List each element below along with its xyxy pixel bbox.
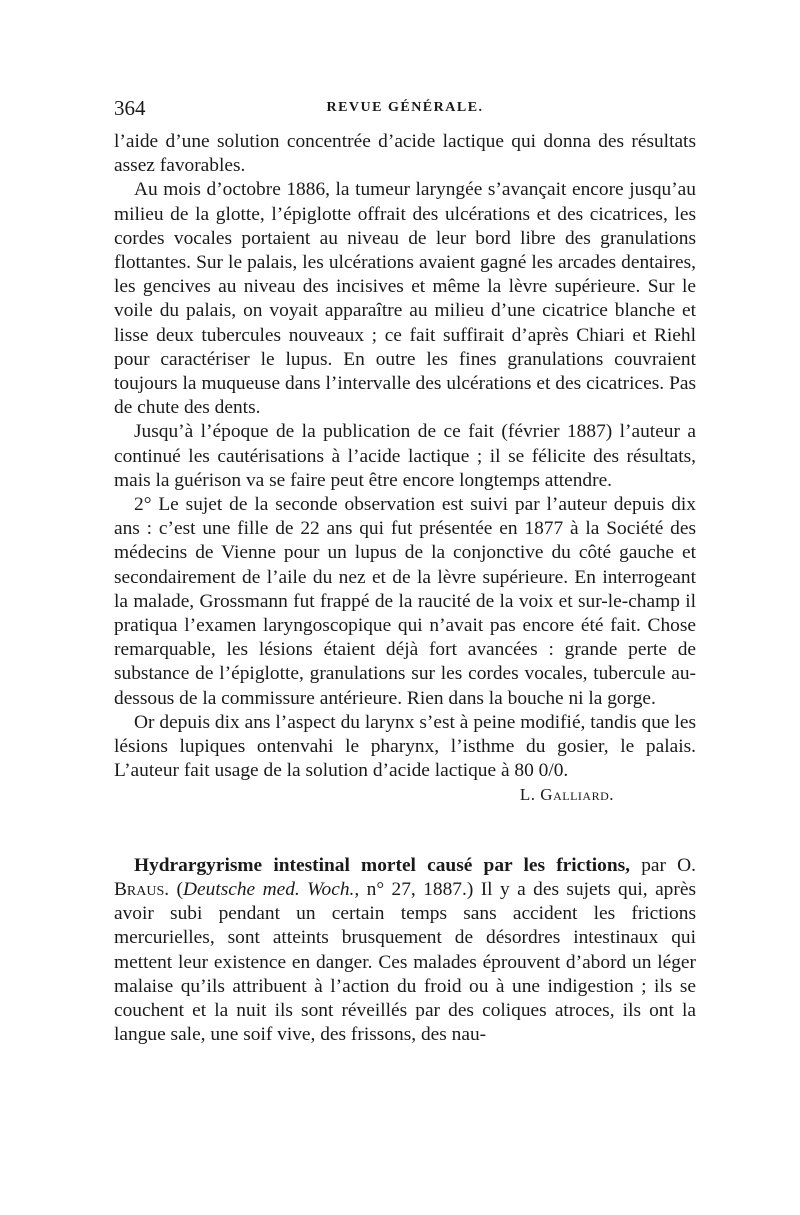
running-header bbox=[114, 96, 696, 130]
article-title: Hydrargyrisme intestinal mortel causé par les frictions, bbox=[134, 854, 630, 876]
author-signature bbox=[114, 783, 696, 807]
section-spacer bbox=[114, 808, 696, 854]
reference-open: . ( bbox=[164, 878, 184, 900]
article-hydrargyrisme bbox=[114, 854, 696, 1048]
article-lupus bbox=[114, 130, 696, 808]
author-prefix: par O. bbox=[630, 854, 696, 876]
paragraph-3: Jusqu’à l’époque de la publication de ce fait (février 1887) l’auteur a continué les cautérisations à l’acide lactique ; il se félicite des résultats, mais la guérison va se faire peut être encore longtemps attendre. bbox=[114, 421, 696, 491]
reference-close: , n° 27, 1887.) bbox=[354, 878, 474, 900]
article-2-paragraph bbox=[114, 854, 696, 1048]
paragraph-5: Or depuis dix ans l’aspect du larynx s’est à peine modifié, tandis que les lésions lupiques ontenvahi le pharynx, l’isthme du gosier, le palais. L’auteur fait usage de la solution d’acide lactique à 80 0/0. bbox=[114, 711, 696, 782]
page bbox=[114, 96, 696, 1047]
paragraph-1: l’aide d’une solution concentrée d’acide lactique qui donna des résultats assez favorables. bbox=[114, 131, 696, 177]
author-name: Braus bbox=[114, 878, 165, 900]
running-title: REVUE GÉNÉRALE. bbox=[326, 100, 484, 115]
article-2-text: Il y a des sujets qui, après avoir subi pendant un certain temps sans accident les frictions mercurielles, sont atteints brusquement de désordres intestinaux qui mettent leur existence en danger. Ces malades éprouvent d’abord un léger malaise qu’ils attribuent à l’action du froid ou à une indigestion ; ils se couchent et la nuit ils sont réveillés par des coliques atroces, ils ont la langue sale, une soif vive, des frissons, des nau- bbox=[114, 878, 696, 1046]
signature-text: L. Galliard. bbox=[519, 785, 614, 805]
paragraph-2: Au mois d’octobre 1886, la tumeur laryngée s’avançait encore jusqu’au milieu de la glotte, l’épiglotte offrait des ulcérations et des cicatrices, les cordes vocales portaient au niveau de leur bord libre des granulations flottantes. Sur le palais, les ulcérations avaient gagné les arcades dentaires, les gencives au niveau des incisives et même la lèvre supérieure. Sur le voile du palais, on voyait apparaître au milieu d’une cicatrice blanche et lisse deux tubercules nouveaux ; ce fait suffirait d’après Chiari et Riehl pour caractériser le lupus. En outre les fines granulations couvraient toujours la muqueuse dans l’intervalle des ulcérations et des cicatrices. Pas de chute des dents. bbox=[114, 179, 696, 419]
page-number: 364 bbox=[114, 96, 146, 120]
paragraph-4: 2° Le sujet de la seconde observation est suivi par l’auteur depuis dix ans : c’est une fille de 22 ans qui fut présentée en 1877 à la Société des médecins de Vienne pour un lupus de la conjonctive du côté gauche et secondairement de l’aile du nez et de la lèvre supérieure. En interrogeant la malade, Grossmann fut frappé de la raucité de la voix et sur-le-champ il pratiqua l’examen laryngoscopique qui n’avait pas encore été fait. Chose remarquable, les lésions étaient déjà fort avancées : grande perte de substance de l’épiglotte, granulations sur les cordes vocales, tubercule au-dessous de la commissure antérieure. Rien dans la bouche ni la gorge. bbox=[114, 494, 696, 709]
journal-name: Deutsche med. Woch. bbox=[183, 878, 355, 900]
